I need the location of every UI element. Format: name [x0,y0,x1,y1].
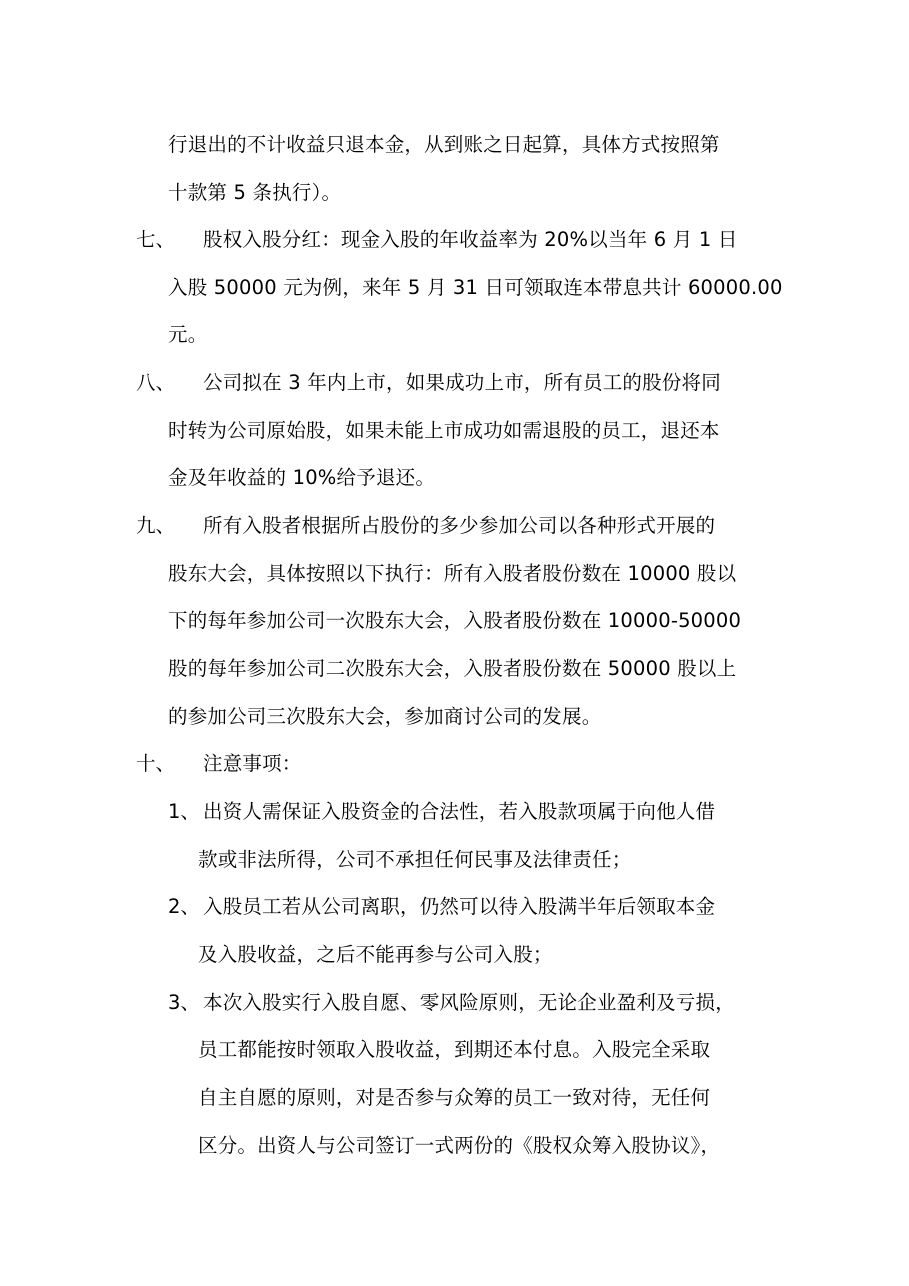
paragraph-line: 十款第 5 条执行）。 [168,181,342,204]
list-item-line: 入股员工若从公司离职，仍然可以待入股满半年后领取本金 [203,895,716,918]
list-item-line: 出资人需保证入股资金的合法性，若入股款项属于向他人借 [203,800,716,823]
list-item-marker: 3、 [168,991,200,1014]
list-item-line: 本次入股实行入股自愿、零风险原则，无论企业盈利及亏损， [203,991,735,1014]
paragraph-line: 时转为公司原始股，如果未能上市成功如需退股的员工，退还本 [168,419,720,442]
list-item-line: 自主自愿的原则，对是否参与众筹的员工一致对待，无任何 [198,1086,711,1109]
paragraph-line: 元。 [168,323,208,346]
list-item-marker: 2、 [168,895,200,918]
paragraph-line: 注意事项： [203,752,302,775]
section-marker: 十、 [136,752,176,775]
list-item-line: 区分。出资人与公司签订一式两份的《股权众筹入股协议》， [198,1134,721,1157]
list-item-line: 员工都能按时领取入股收益，到期还本付息。入股完全采取 [198,1038,711,1061]
section-marker: 九、 [136,514,176,537]
list-item-line: 款或非法所得，公司不承担任何民事及法律责任； [198,848,632,871]
list-item-marker: 1、 [168,800,200,823]
paragraph-line: 下的每年参加公司一次股东大会，入股者股份数在 10000-50000 [168,609,742,632]
paragraph-line: 公司拟在 3 年内上市，如果成功上市，所有员工的股份将同 [203,371,721,394]
paragraph-line: 股东大会，具体按照以下执行：所有入股者股份数在 10000 股以 [168,562,737,585]
paragraph-line: 的参加公司三次股东大会，参加商讨公司的发展。 [168,705,602,728]
paragraph-line: 股的每年参加公司二次股东大会，入股者股份数在 50000 股以上 [168,657,737,680]
paragraph-line: 金及年收益的 10%给予退还。 [168,466,436,489]
paragraph-line: 入股 50000 元为例，来年 5 月 31 日可领取连本带息共计 60000.00 [168,276,783,299]
paragraph-line: 行退出的不计收益只退本金，从到账之日起算，具体方式按照第 [168,133,720,156]
paragraph-line: 股权入股分红：现金入股的年收益率为 20%以当年 6 月 1 日 [203,228,738,251]
section-marker: 八、 [136,371,176,394]
section-marker: 七、 [136,228,176,251]
paragraph-line: 所有入股者根据所占股份的多少参加公司以各种形式开展的 [203,514,716,537]
list-item-line: 及入股收益，之后不能再参与公司入股； [198,943,553,966]
